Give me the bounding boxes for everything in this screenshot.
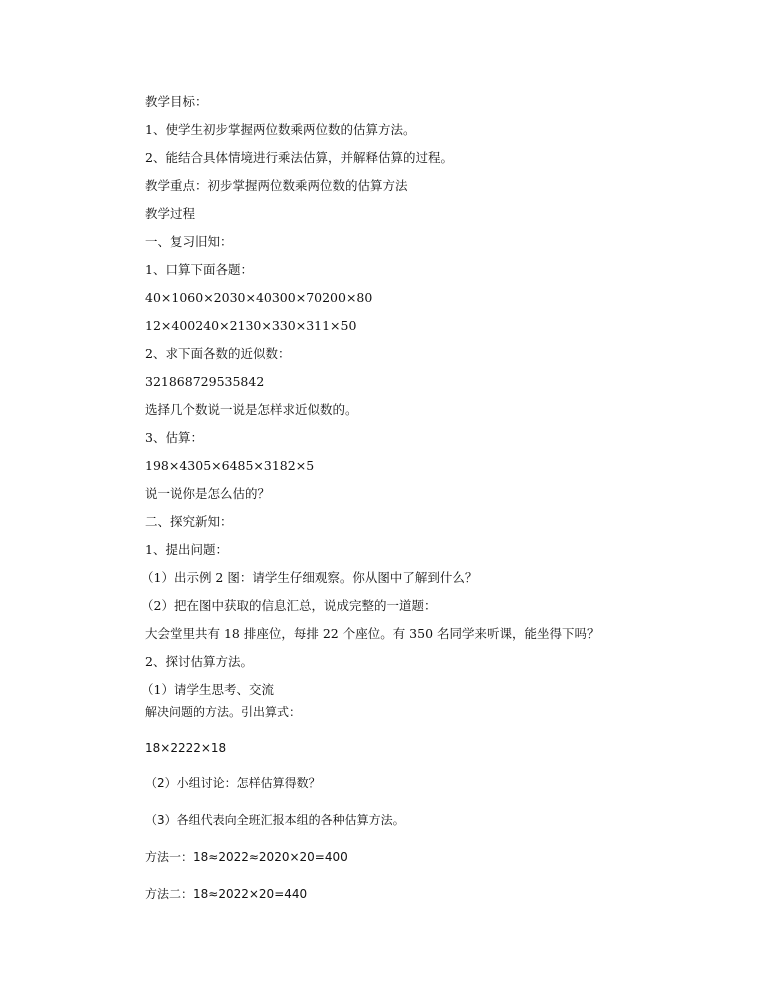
method-step-3: （3）各组代表向全班汇报本组的各种估算方法。 (145, 813, 405, 827)
explore-step-1: （1）出示例 2 图：请学生仔细观察。你从图中了解到什么？ (141, 570, 478, 585)
word-problem: 大会堂里共有 18 排座位，每排 22 个座位。有 350 名同学来听课，能坐得下吗？ (145, 626, 600, 641)
method-step-2: （2）小组讨论：怎样估算得数？ (145, 776, 321, 790)
approximation-prompt: 选择几个数说一说是怎样求近似数的。 (145, 402, 358, 417)
review-item-3: 3、估算： (145, 430, 203, 445)
estimation-prompt: 说一说你是怎么估的？ (145, 486, 271, 501)
method-step-1: （1）请学生思考、交流 (141, 682, 274, 697)
mental-math-row-1: 40×1060×2030×40300×70200×80 (145, 290, 373, 305)
section-review: 一、复习旧知： (145, 234, 233, 249)
section-explore: 二、探究新知： (145, 514, 233, 529)
explore-step-2: （2）把在图中获取的信息汇总，说成完整的一道题： (141, 598, 437, 613)
explore-item-2: 2、探讨估算方法。 (145, 654, 253, 669)
formula-row: 18×2222×18 (145, 741, 227, 755)
method-one: 方法一：18≈2022≈2020×20=400 (145, 850, 348, 864)
teaching-focus: 教学重点：初步掌握两位数乘两位数的估算方法 (145, 178, 408, 193)
review-item-1: 1、口算下面各题： (145, 262, 253, 277)
method-step-1-continued: 解决问题的方法。引出算式： (145, 705, 302, 719)
estimation-row: 198×4305×6485×3182×5 (145, 458, 315, 473)
heading-teaching-process: 教学过程 (145, 206, 196, 221)
explore-item-1: 1、提出问题： (145, 542, 228, 557)
goal-item-1: 1、使学生初步掌握两位数乘两位数的估算方法。 (145, 122, 416, 137)
mental-math-row-2: 12×400240×2130×330×311×50 (145, 318, 357, 333)
heading-teaching-goals: 教学目标： (145, 94, 208, 109)
review-item-2: 2、求下面各数的近似数： (145, 346, 291, 361)
goal-item-2: 2、能结合具体情境进行乘法估算，并解释估算的过程。 (145, 150, 453, 165)
approximation-numbers: 321868729535842 (145, 374, 265, 389)
method-two: 方法二：18≈2022×20=440 (145, 887, 308, 901)
